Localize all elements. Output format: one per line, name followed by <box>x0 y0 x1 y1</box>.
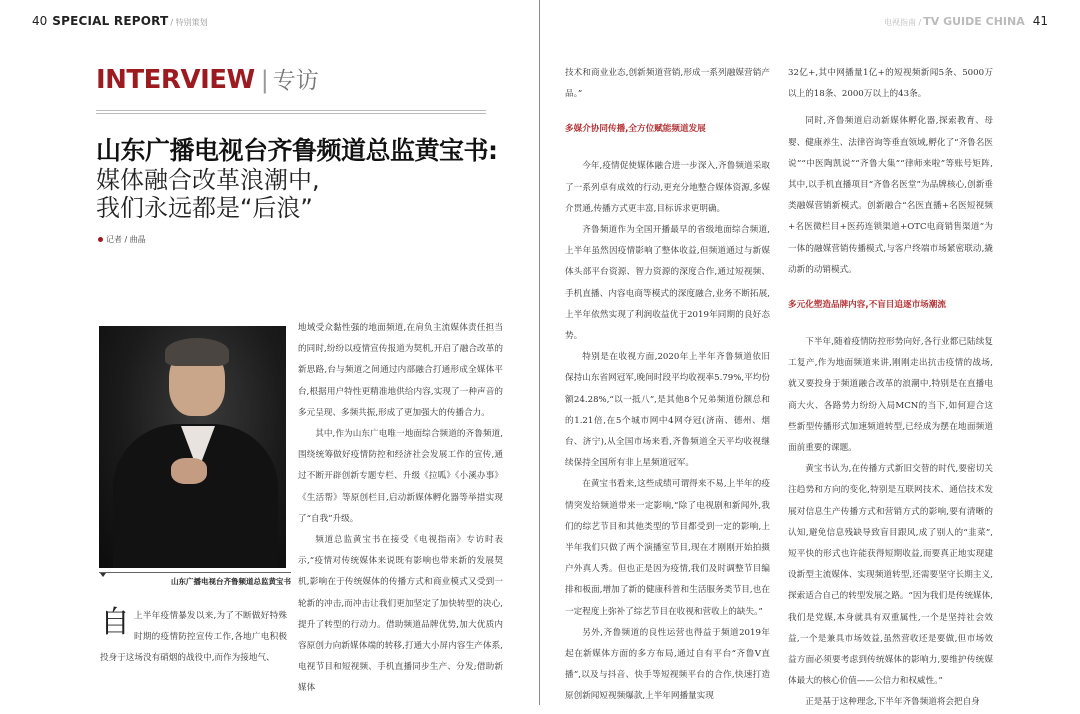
photo-hair-shape <box>165 338 229 366</box>
headline <box>96 136 526 222</box>
left-page <box>0 0 540 705</box>
byline <box>98 234 146 245</box>
paragraph: 其中,作为山东广电唯一地面综合频道的齐鲁频道,围绕统筹做好疫情防控和经济社会发展工作的宣传,通过不断开辟创新专题专栏、升级《拉呱》《小溪办事》《生活帮》等原创栏目,启动新媒体孵化器等举措实现了“自我”升级。 <box>298 429 503 524</box>
photo-caption: 山东广播电视台齐鲁频道总监黄宝书 <box>171 577 291 586</box>
paragraph: 在黄宝书看来,这些成绩可谓得来不易,上半年的疫情突发给频道带来一定影响,“除了电视剧和新闻外,我们的综艺节目和其他类型的节目都受到一定的影响,上半年我们只做了两个演播室节目,现在才刚刚开始拍摄户外真人秀。但也正是因为疫情,我们及时调整节目编排和板面,增加了新的健康科普和生活服务类节目,也在一定程度上弥补了综艺节目在收视和营收上的缺失。” <box>565 479 770 617</box>
body-column-left-2 <box>298 318 503 700</box>
folio-right <box>884 14 1048 28</box>
kicker <box>96 62 319 95</box>
paragraph: 下半年,随着疫情防控形势向好,各行业都已陆续复工复产,作为地面频道来讲,刚刚走出抗击疫情的战场,就又要投身于频道融合改革的浪潮中,特别是在直播电商大火、各路势力纷纷入局MCN的当下,如何迎合这些新型传播形式加速频道转型,已经成为摆在地面频道面前重要的课题。 <box>788 337 993 454</box>
headline-line-2: 媒体融合改革浪潮中, <box>96 166 320 194</box>
kicker-rule <box>96 113 486 114</box>
paragraph: 齐鲁频道作为全国开播最早的省级地面综合频道,上半年虽然因疫情影响了整体收益,但频道通过与新媒体头部平台资源、智力资源的深度合作,通过短视频、手机直播、内容电商等模式的深度融合,业务不断拓展,上半年依然实现了利润收益优于2019年同期的良好态势。 <box>565 225 770 342</box>
paragraph: 地域受众黏性强的地面频道,在肩负主流媒体责任担当的同时,纷纷以疫情宣传报道为契机,开启了融合改革的新思路,台与频道之间通过内部融合打通形成全媒体平台,根据用户特性更精准地供给内容,实现了一种声音的多元呈现、多频共振,形成了更加强大的传播合力。 <box>298 323 503 418</box>
body-column-right-1 <box>565 63 770 708</box>
paragraph: 正是基于这种理念,下半年齐鲁频道将会把自身 <box>805 697 980 708</box>
page-number: 41 <box>1032 14 1048 28</box>
paragraph: 同时,齐鲁频道启动新媒体孵化器,探索教育、母婴、健康养生、法律咨询等垂直领域,孵化了“齐鲁名医说”“中医陶凯说”“齐鲁大集”“律师来啦”等账号矩阵,其中,以手机直播项目“齐鲁名医堂”为品牌核心,创新垂类融媒营销新模式。创新融合“名医直播+名医短视频+名医微栏目+医药连锁渠道+OTC电商销售渠道”为一体的融媒营销传播模式,与客户终端市场紧密联动,撬动新的动销模式。 <box>788 116 993 275</box>
body-column-right-2 <box>788 63 993 714</box>
intro-column <box>100 606 287 670</box>
photo-hand-shape <box>171 458 207 484</box>
folio-left <box>32 14 208 28</box>
paragraph: 特别是在收视方面,2020年上半年齐鲁频道依旧保持山东省网冠军,晚间时段平均收视率5.79%,平均份额24.28%,“以一抵八”,是其他8个兄弟频道份额总和的1.21倍,在5个城市网中4网夺冠(济南、德州、烟台、济宁),从全国市场来看,齐鲁频道全天平均收视继续保持全国所有非上星频道冠军。 <box>565 352 770 469</box>
bullet-icon <box>98 237 103 242</box>
section-label: SPECIAL REPORT <box>52 14 169 28</box>
paragraph: 32亿+,其中网播量1亿+的短视频新闻5条、5000万以上的18条、2000万以上的43条。 <box>788 68 993 100</box>
section-label-cn: / 特别策划 <box>170 18 208 27</box>
caption-rule <box>99 572 291 573</box>
paragraph: 频道总监黄宝书在接受《电视指南》专访时表示,“疫情对传统媒体来说既有影响也带来新的发展契机,影响在于传统媒体的传播方式和商业模式又受到一轮新的冲击,而冲击让我们更加坚定了加快转型的决心,提升了转型的行动力。借助频道品牌优势,加大优质内容原创力向新媒体端的转移,打通大小屏内容生产体系,电视节目和短视频、手机直播同步生产、分发;借助新媒体 <box>298 535 503 694</box>
section-subhead: 多元化塑造品牌内容,不盲目追逐市场潮流 <box>788 300 946 311</box>
page-number: 40 <box>32 14 48 28</box>
headline-line-3: 我们永远都是“后浪” <box>96 194 313 222</box>
intro-paragraph: 上半年疫情暴发以来,为了不断做好特殊时期的疫情防控宣传工作,各地广电积极投身于这场没有硝烟的战役中,而作为接地气、 <box>100 611 287 664</box>
headline-line-1: 山东广播电视台齐鲁频道总监黄宝书: <box>96 136 498 165</box>
dropcap: 自 <box>100 605 130 640</box>
magazine-name-cn: 电视指南 / <box>884 18 922 27</box>
portrait-photo <box>99 326 286 568</box>
paragraph: 黄宝书认为,在传播方式新旧交替的时代,要密切关注趋势和方向的变化,特别是互联网技术、通信技术发展对信息生产传播方式和营销方式的影响,要有清晰的认知,避免信息残缺导致盲目跟风,成了别人的“韭菜”,短平快的形式也许能获得短期收益,而要真正地实现建设新型主流媒体、实现频道转型,还需要坚守长期主义,探索适合自己的转型发展之路。“因为我们是传统媒体,我们是党媒,本身就具有双重属性,一个是坚持社会效益,一个是兼具市场效益,虽然营收还是要做,但市场效益方面必须要考虑到传统媒体的影响力,要维护传统媒体最大的核心价值——公信力和权威性。” <box>788 464 993 687</box>
paragraph: 技术和商业业态,创新频道营销,形成一系列融媒营销产品。” <box>565 68 770 100</box>
kicker-cn: 专访 <box>272 68 319 94</box>
kicker-rule <box>96 110 486 111</box>
byline-text: 记者 / 曲晶 <box>106 235 146 244</box>
paragraph: 今年,疫情促使媒体融合进一步深入,齐鲁频道采取了一系列卓有成效的行动,更充分地整合媒体资源,多媒介贯通,传播方式更丰富,目标诉求更明确。 <box>565 161 770 214</box>
paragraph: 另外,齐鲁频道的良性运营也得益于频道2019年起在新媒体方面的多方布局,通过自有平台“齐鲁V直播”,以及与抖音、快手等短视频平台的合作,快速打造原创新闻短视频爆款,上半年网播量实现 <box>565 627 770 702</box>
kicker-separator: | <box>260 66 269 94</box>
kicker-en: INTERVIEW <box>96 65 255 95</box>
section-subhead: 多媒介协同传播,全方位赋能频道发展 <box>565 124 706 135</box>
magazine-name-en: TV GUIDE CHINA <box>923 15 1025 28</box>
